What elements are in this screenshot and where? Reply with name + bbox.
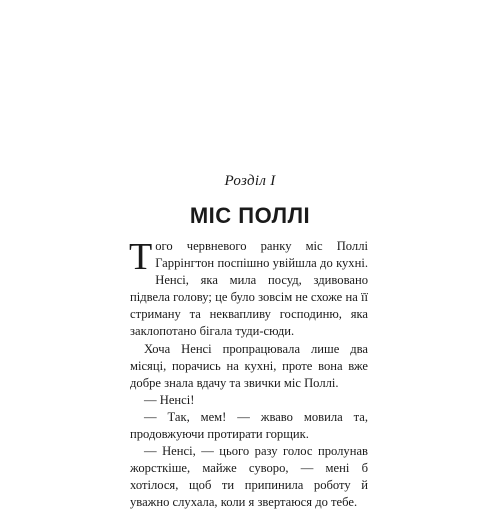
chapter-label: Розділ I (224, 173, 276, 189)
chapter-title: МІС ПОЛЛІ (189, 203, 311, 228)
paragraph (130, 238, 368, 341)
paragraph: — Так, мем! — жваво мовила та, продовжуючи протирати горщик. (130, 409, 368, 442)
paragraph: Хоча Ненсі пропрацювала лише два місяці, порачись на кухні, проте вона вже добре знала вдачу та звички міс Поллі. (130, 341, 368, 390)
paragraph: — Ненсі! (144, 392, 195, 407)
paragraph: — Ненсі, — цього разу голос пролунав жорсткіше, майже суворо, — мені б хотілося, щоб ти припинила роботу й уважно слухала, коли я звертаюся до тебе. (130, 444, 368, 510)
chapter-body (130, 238, 368, 512)
paragraph-text: ого червневого ранку міс Поллі Гаррінгтон поспішно увійшла до кухні. Ненсі, яка мила посуд, здивовано підвела голову; це було зовсім не схоже на її стриману та неквапливу господиню, яка заклопотано бігала туди-сюди. (130, 239, 368, 339)
drop-cap: Т (129, 236, 153, 278)
